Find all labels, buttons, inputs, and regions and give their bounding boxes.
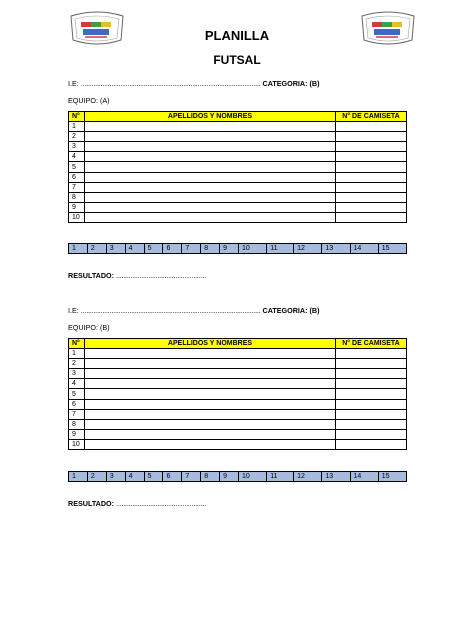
resultado-dots: .................................................. [116, 271, 206, 280]
table-row [69, 212, 407, 222]
col-names: APELLIDOS Y NOMBRES [85, 112, 336, 122]
row-number: 5 [69, 162, 85, 172]
name-cell[interactable] [85, 192, 336, 202]
number-cell[interactable]: 14 [350, 244, 378, 254]
table-row [69, 162, 407, 172]
col-number: N° [69, 339, 85, 349]
table-row [69, 359, 407, 369]
name-cell[interactable] [85, 152, 336, 162]
table-row [69, 379, 407, 389]
number-cell[interactable]: 5 [144, 472, 163, 482]
row-number: 3 [69, 369, 85, 379]
ie-label: I.E: [68, 306, 79, 315]
number-cell[interactable]: 1 [69, 244, 88, 254]
name-cell[interactable] [85, 419, 336, 429]
number-cell[interactable]: 2 [87, 472, 106, 482]
row-number: 6 [69, 399, 85, 409]
table-row [69, 122, 407, 132]
number-cell[interactable]: 4 [125, 472, 144, 482]
row-number: 7 [69, 182, 85, 192]
row-number: 1 [69, 122, 85, 132]
shirt-cell[interactable] [336, 132, 407, 142]
shirt-cell[interactable] [336, 152, 407, 162]
shirt-cell[interactable] [336, 429, 407, 439]
number-cell[interactable]: 7 [182, 244, 201, 254]
row-number: 10 [69, 212, 85, 222]
table-header-row [69, 112, 407, 122]
row-number: 1 [69, 349, 85, 359]
number-cell[interactable]: 2 [87, 244, 106, 254]
ie-label: I.E: [68, 79, 79, 88]
table-row [69, 192, 407, 202]
number-cell[interactable]: 12 [294, 244, 322, 254]
shirt-cell[interactable] [336, 359, 407, 369]
table-row [69, 182, 407, 192]
row-number: 4 [69, 152, 85, 162]
table-row [69, 142, 407, 152]
ie-dots: .................................................................................................... [80, 306, 261, 315]
shirt-cell[interactable] [336, 379, 407, 389]
row-number: 7 [69, 409, 85, 419]
row-number: 10 [69, 439, 85, 449]
shirt-cell[interactable] [336, 212, 407, 222]
number-cell[interactable]: 6 [163, 472, 182, 482]
col-shirt: N° DE CAMISETA [336, 112, 407, 122]
page-title: PLANILLA [204, 28, 270, 43]
name-cell[interactable] [85, 212, 336, 222]
row-number: 2 [69, 132, 85, 142]
name-cell[interactable] [85, 142, 336, 152]
table-row [69, 132, 407, 142]
name-cell[interactable] [85, 379, 336, 389]
row-number: 6 [69, 172, 85, 182]
name-cell[interactable] [85, 162, 336, 172]
table-row [69, 369, 407, 379]
number-cell[interactable]: 3 [106, 244, 125, 254]
row-number: 8 [69, 192, 85, 202]
name-cell[interactable] [85, 349, 336, 359]
shirt-cell[interactable] [336, 192, 407, 202]
row-number: 8 [69, 419, 85, 429]
number-strip-row [69, 244, 407, 254]
shirt-cell[interactable] [336, 162, 407, 172]
table-row [69, 439, 407, 449]
resultado-label: RESULTADO: [68, 271, 115, 280]
table-row [69, 152, 407, 162]
row-number: 5 [69, 389, 85, 399]
row-number: 9 [69, 202, 85, 212]
number-cell[interactable]: 12 [294, 472, 322, 482]
name-cell[interactable] [85, 182, 336, 192]
number-cell[interactable]: 4 [125, 244, 144, 254]
table-row [69, 389, 407, 399]
number-cell[interactable]: 10 [239, 472, 267, 482]
number-cell[interactable]: 14 [350, 472, 378, 482]
shirt-cell[interactable] [336, 202, 407, 212]
row-number: 2 [69, 359, 85, 369]
shirt-cell[interactable] [336, 349, 407, 359]
number-cell[interactable]: 13 [322, 244, 350, 254]
number-cell[interactable]: 8 [201, 472, 220, 482]
table-header-row [69, 339, 407, 349]
shirt-cell[interactable] [336, 369, 407, 379]
resultado-label: RESULTADO: [68, 499, 115, 508]
shirt-cell[interactable] [336, 389, 407, 399]
number-cell[interactable]: 6 [163, 244, 182, 254]
shirt-cell[interactable] [336, 399, 407, 409]
number-cell[interactable]: 9 [220, 244, 239, 254]
number-cell[interactable]: 9 [220, 472, 239, 482]
number-strip [68, 243, 407, 254]
number-cell[interactable]: 7 [182, 472, 201, 482]
resultado-line [68, 499, 206, 508]
name-cell[interactable] [85, 172, 336, 182]
row-number: 9 [69, 429, 85, 439]
number-cell[interactable]: 10 [239, 244, 267, 254]
shirt-cell[interactable] [336, 419, 407, 429]
name-cell[interactable] [85, 409, 336, 419]
shirt-cell[interactable] [336, 409, 407, 419]
equipo-label: EQUIPO: (A) [68, 96, 110, 105]
number-cell[interactable]: 8 [201, 244, 220, 254]
ie-line [68, 79, 319, 88]
name-cell[interactable] [85, 439, 336, 449]
number-cell[interactable]: 15 [378, 472, 406, 482]
page-subtitle: FUTSAL [213, 53, 261, 67]
col-names: APELLIDOS Y NOMBRES [85, 339, 336, 349]
categoria-label: CATEGORIA: (B) [262, 79, 320, 88]
resultado-dots: .................................................. [116, 499, 206, 508]
number-cell[interactable]: 11 [267, 244, 294, 254]
number-cell[interactable]: 13 [322, 472, 350, 482]
table-row [69, 172, 407, 182]
categoria-label: CATEGORIA: (B) [262, 306, 320, 315]
number-cell[interactable]: 3 [106, 472, 125, 482]
table-row [69, 349, 407, 359]
ie-dots: .................................................................................................... [80, 79, 261, 88]
name-cell[interactable] [85, 389, 336, 399]
shirt-cell[interactable] [336, 142, 407, 152]
number-cell[interactable]: 1 [69, 472, 88, 482]
name-cell[interactable] [85, 202, 336, 212]
col-number: N° [69, 112, 85, 122]
name-cell[interactable] [85, 429, 336, 439]
number-cell[interactable]: 15 [378, 244, 406, 254]
table-row [69, 202, 407, 212]
name-cell[interactable] [85, 369, 336, 379]
shirt-cell[interactable] [336, 172, 407, 182]
name-cell[interactable] [85, 399, 336, 409]
roster-table [68, 338, 407, 450]
number-strip-row [69, 472, 407, 482]
number-cell[interactable]: 11 [267, 472, 294, 482]
name-cell[interactable] [85, 132, 336, 142]
name-cell[interactable] [85, 359, 336, 369]
equipo-label: EQUIPO: (B) [68, 323, 110, 332]
number-strip [68, 471, 407, 482]
row-number: 4 [69, 379, 85, 389]
roster-table [68, 111, 407, 223]
ie-line [68, 306, 319, 315]
row-number: 3 [69, 142, 85, 152]
table-row [69, 419, 407, 429]
resultado-line [68, 271, 206, 280]
shirt-cell[interactable] [336, 122, 407, 132]
shirt-cell[interactable] [336, 182, 407, 192]
shirt-cell[interactable] [336, 439, 407, 449]
col-shirt: N° DE CAMISETA [336, 339, 407, 349]
number-cell[interactable]: 5 [144, 244, 163, 254]
name-cell[interactable] [85, 122, 336, 132]
table-row [69, 409, 407, 419]
table-row [69, 429, 407, 439]
table-row [69, 399, 407, 409]
